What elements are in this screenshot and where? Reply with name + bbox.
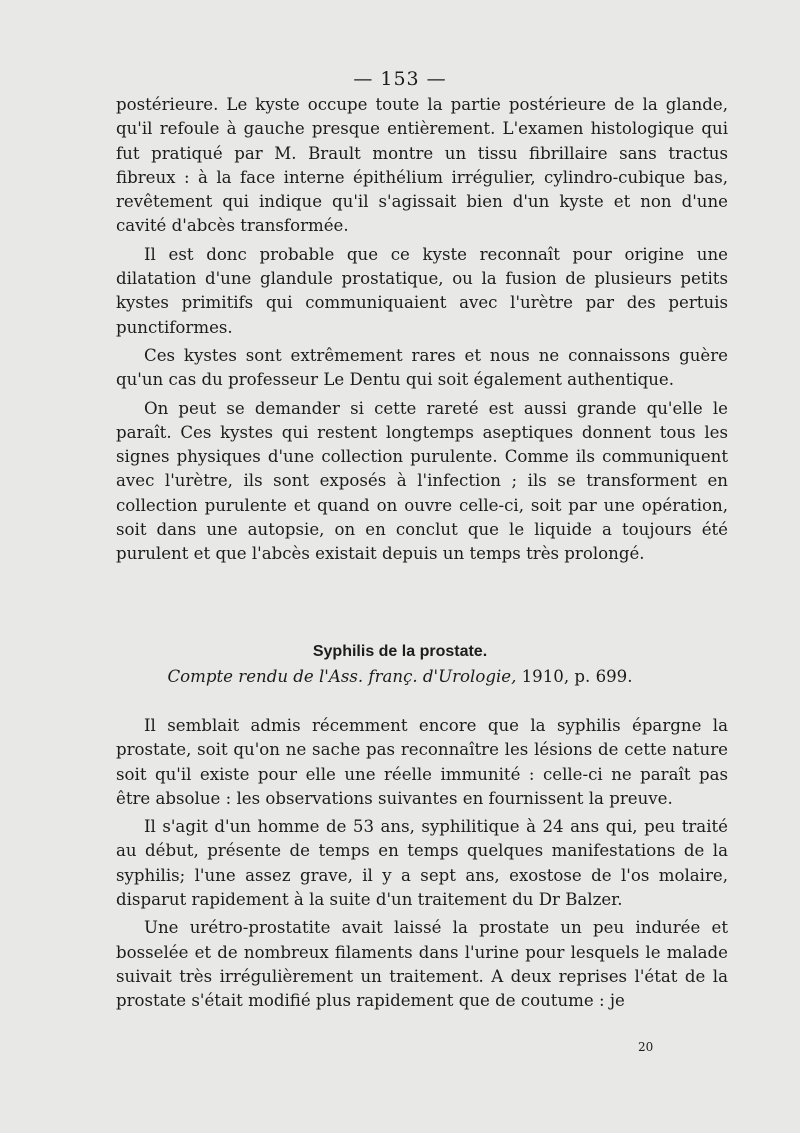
paragraph: Ces kystes sont extrêmement rares et nous ne connaissons guère qu'un cas du professeur Le Dentu qui soit également authentique.: [116, 345, 728, 390]
page-number: — 153 —: [353, 68, 447, 90]
signature-mark: 20: [638, 1040, 654, 1054]
paragraph: Il est donc probable que ce kyste reconnaît pour origine une dilatation d'une glandule prostatique, ou la fusion de plusieurs petits kystes primitifs qui communiquaient avec l'urètre par des pertuis punctiformes.: [116, 244, 728, 337]
paragraph: Il semblait admis récemment encore que la syphilis épargne la prostate, soit qu'on ne sache pas reconnaître les lésions de cette nature soit qu'il existe pour elle une réelle immunité : celle-ci ne paraît pas être absolue : les observations suivantes en fournissent la preuve.: [116, 716, 728, 808]
paragraph: Une urétro-prostatite avait laissé la prostate un peu indurée et bosselée et de nombreux filaments dans l'urine pour lesquels le malade suivait très irrégulièrement un traitement. A deux reprises l'état de la prostate s'était modifié plus rapidement que de coutume : je: [116, 918, 728, 1011]
reference-year-page: 1910, p. 699.: [516, 667, 633, 686]
paragraph: Il s'agit d'un homme de 53 ans, syphilitique à 24 ans qui, peu traité au début, présente de temps en temps quelques manifestations de la syphilis; l'une assez grave, il y a sept ans, exostose de l'os molaire, disparut rapidement à la suite d'un traitement du Dr Balzer.: [116, 817, 728, 910]
paragraph: postérieure. Le kyste occupe toute la partie postérieure de la glande, qu'il refoule à gauche presque entièrement. L'examen histologique qui fut pratiqué par M. Brault montre un tissu fibrillaire sans tractus fibreux : à la face interne épithélium irrégulier, cylindro-cubique bas, revêtement qui indique qu'il s'agissait bien d'un kyste et non d'une cavité d'abcès transformée.: [116, 95, 728, 236]
text-block-top: [116, 93, 728, 571]
paragraph: On peut se demander si cette rareté est aussi grande qu'elle le paraît. Ces kystes qui restent longtemps aseptiques donnent tous les signes physiques d'une collection purulente. Comme ils communiquent avec l'urètre, ils sont exposés à l'infection ; ils se transforment en collection purulente et quand on ouvre celle-ci, soit par une opération, soit dans une autopsie, on en conclut que le liquide a toujours été purulent et que l'abcès existait depuis un temps très prolongé.: [116, 398, 728, 564]
section-reference: [0, 667, 800, 686]
section-title: Syphilis de la prostate.: [312, 643, 488, 660]
text-block-bottom: [116, 714, 728, 1018]
reference-journal: Compte rendu de l'Ass. franç. d'Urologie,: [167, 667, 517, 686]
